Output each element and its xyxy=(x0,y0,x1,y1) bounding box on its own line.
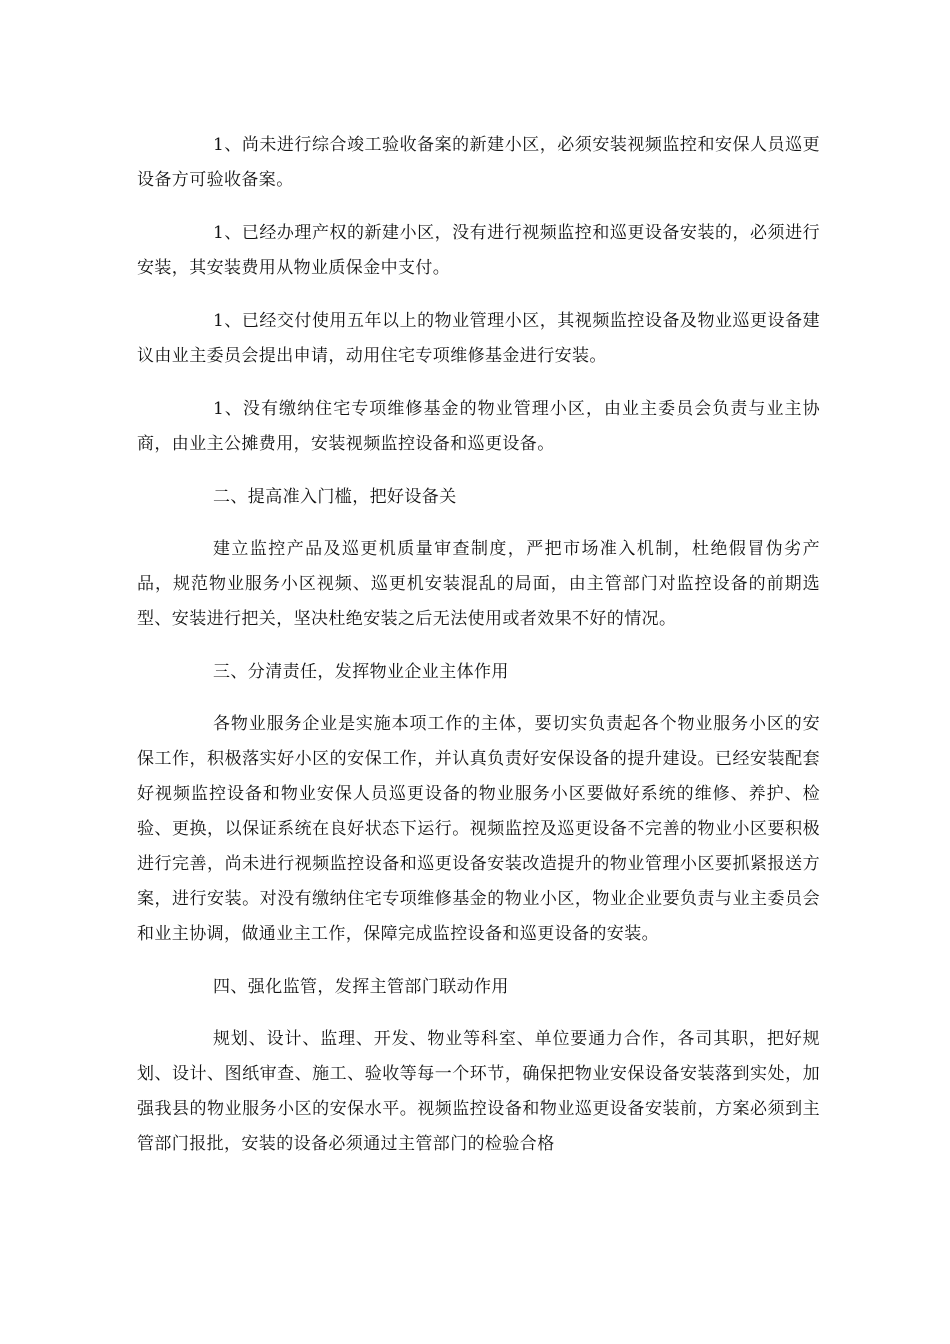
paragraph-4: 1、没有缴纳住宅专项维修基金的物业管理小区，由业主委员会负责与业主协商，由业主公摊费用，安装视频监控设备和巡更设备。 xyxy=(137,399,820,454)
document-body xyxy=(137,128,820,1180)
paragraph-5: 建立监控产品及巡更机质量审查制度，严把市场准入机制，杜绝假冒伪劣产品，规范物业服务小区视频、巡更机安装混乱的局面，由主管部门对监控设备的前期选型、安装进行把关，坚决杜绝安装之后无法使用或者效果不好的情况。 xyxy=(137,539,820,629)
section-heading-4: 四、强化监管，发挥主管部门联动作用 xyxy=(213,977,509,997)
section-heading-2: 二、提高准入门槛，把好设备关 xyxy=(213,487,457,507)
paragraph-7: 规划、设计、监理、开发、物业等科室、单位要通力合作，各司其职，把好规划、设计、图纸审查、施工、验收等每一个环节，确保把物业安保设备安装落到实处，加强我县的物业服务小区的安保水平。视频监控设备和物业巡更设备安装前，方案必须到主管部门报批，安装的设备必须通过主管部门的检验合格 xyxy=(137,1029,820,1154)
paragraph-3: 1、已经交付使用五年以上的物业管理小区，其视频监控设备及物业巡更设备建议由业主委员会提出申请，动用住宅专项维修基金进行安装。 xyxy=(137,311,820,366)
paragraph-1: 1、尚未进行综合竣工验收备案的新建小区，必须安装视频监控和安保人员巡更设备方可验收备案。 xyxy=(137,135,820,190)
paragraph-6: 各物业服务企业是实施本项工作的主体，要切实负责起各个物业服务小区的安保工作，积极落实好小区的安保工作，并认真负责好安保设备的提升建设。已经安装配套好视频监控设备和物业安保人员巡更设备的物业服务小区要做好系统的维修、养护、检验、更换，以保证系统在良好状态下运行。视频监控及巡更设备不完善的物业小区要积极进行完善，尚未进行视频监控设备和巡更设备安装改造提升的物业管理小区要抓紧报送方案，进行安装。对没有缴纳住宅专项维修基金的物业小区，物业企业要负责与业主委员会和业主协调，做通业主工作，保障完成监控设备和巡更设备的安装。 xyxy=(137,714,820,944)
section-heading-3: 三、分清责任，发挥物业企业主体作用 xyxy=(213,662,509,682)
paragraph-2: 1、已经办理产权的新建小区，没有进行视频监控和巡更设备安装的，必须进行安装，其安装费用从物业质保金中支付。 xyxy=(137,223,820,278)
